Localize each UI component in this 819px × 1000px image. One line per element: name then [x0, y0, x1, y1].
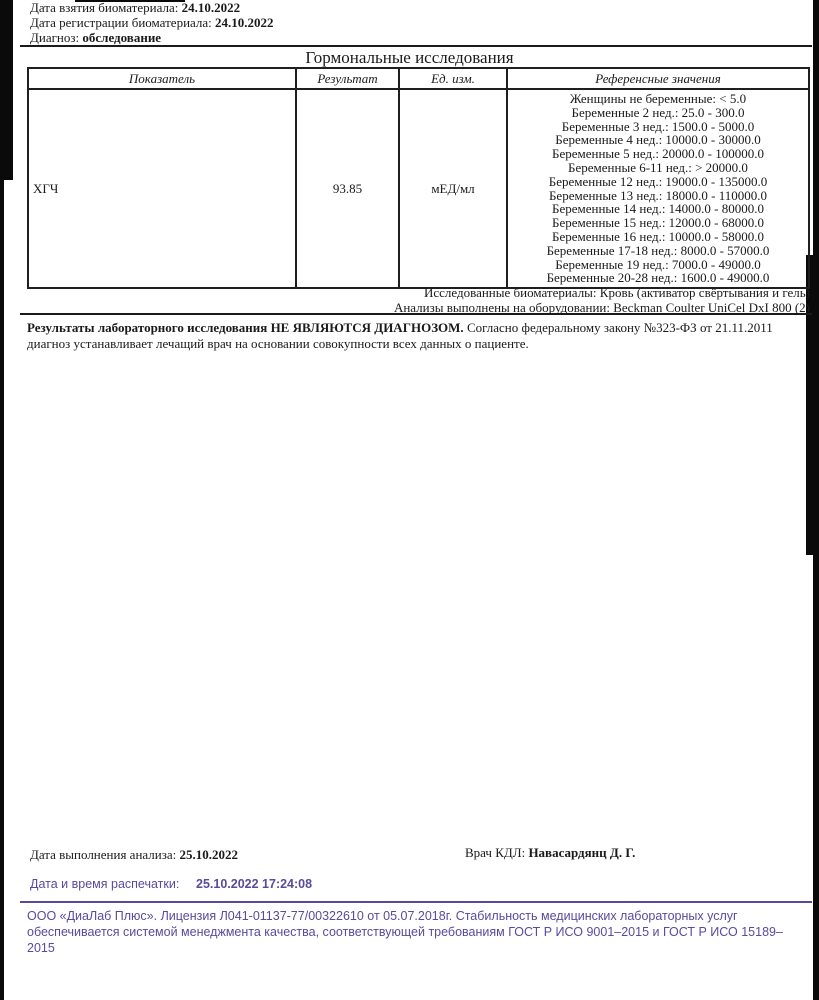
result-cell: 93.85: [297, 90, 400, 287]
reference-value-line: Беременные 14 нед.: 14000.0 - 80000.0: [551, 201, 765, 217]
print-datetime-label: Дата и время распечатки:: [30, 877, 180, 891]
reference-value-line: Беременные 16 нед.: 10000.0 - 58000.0: [551, 228, 765, 244]
section-title: Гормональные исследования: [305, 48, 514, 67]
reference-value-line: Беременные 20-28 нед.: 1600.0 - 49000.0: [546, 270, 770, 286]
reference-values-list: [508, 90, 808, 287]
disclaimer-rest-text: Согласно федеральному закону №323-ФЗ от 21.11.2011 диагноз устанавливает лечащий врач на основании совокупности всех данных о пациенте.: [27, 320, 773, 351]
footer-line-2: обеспечивается системой менеджмента качества, соответствующей требованиям ГОСТ Р ИСО 9001–2015 и ГОСТ Р ИСО 15189–2015: [27, 925, 783, 955]
biomaterial-registration-date-label: Дата регистрации биоматериала:: [30, 15, 212, 30]
diagnosis-value: обследование: [82, 30, 162, 45]
report-header: [30, 0, 274, 45]
reference-value-line: Беременные 3 нед.: 1500.0 - 5000.0: [561, 118, 755, 134]
doctor-value: Навасардянц Д. Г.: [528, 845, 636, 860]
reference-value-line: Беременные 12 нед.: 19000.0 - 135000.0: [548, 173, 768, 189]
table-row: [29, 90, 808, 287]
unit-cell: мЕД/мл: [400, 90, 508, 287]
biomaterial-registration-date-row: [30, 15, 274, 30]
table-notes: [394, 286, 810, 315]
analysis-date-label: Дата выполнения анализа:: [30, 847, 177, 862]
doctor-row: [465, 845, 635, 861]
results-table: [27, 67, 810, 289]
column-header-result: Результат: [297, 69, 400, 88]
reference-value-line: Беременные 19 нед.: 7000.0 - 49000.0: [555, 256, 761, 272]
scan-artifact-left-edge: [0, 0, 4, 1000]
reference-value-line: Беременные 4 нед.: 10000.0 - 30000.0: [555, 132, 761, 148]
disclaimer-bold-text: Результаты лабораторного исследования НЕ ЯВЛЯЮТСЯ ДИАГНОЗОМ.: [27, 320, 464, 335]
indicator-cell: ХГЧ: [29, 90, 297, 287]
column-header-unit: Ед. изм.: [400, 69, 508, 88]
disclaimer-paragraph: [27, 320, 809, 351]
reference-value-line: Женщины не беременные: < 5.0: [569, 91, 747, 106]
reference-value-line: Беременные 17-18 нед.: 8000.0 - 57000.0: [546, 242, 770, 258]
notes-divider: [20, 313, 812, 315]
header-divider: [20, 45, 812, 47]
footer-line-1: ООО «ДиаЛаб Плюс». Лицензия Л041-01137-77/00322610 от 05.07.2018г. Стабильность медицинских лабораторных услуг: [27, 909, 738, 923]
reference-value-line: Беременные 15 нед.: 12000.0 - 68000.0: [551, 215, 765, 231]
column-header-indicator: Показатель: [29, 69, 297, 88]
doctor-label: Врач КДЛ:: [465, 845, 526, 860]
biomaterial-registration-date-value: 24.10.2022: [215, 15, 274, 30]
biomaterial-collection-date-row: [30, 0, 274, 15]
reference-value-line: Беременные 6-11 нед.: > 20000.0: [568, 159, 748, 175]
diagnosis-row: [30, 30, 274, 45]
biomaterials-note: Исследованные биоматериалы: Кровь (активатор свёртывания и гель): [423, 285, 810, 300]
print-datetime-value: 25.10.2022 17:24:08: [196, 877, 313, 891]
table-header-row: [29, 69, 808, 90]
biomaterial-collection-date-value: 24.10.2022: [181, 0, 241, 15]
biomaterial-collection-date-label: Дата взятия биоматериала:: [30, 0, 179, 15]
analysis-date-value: 25.10.2022: [179, 847, 238, 862]
analysis-date-row: [30, 847, 238, 863]
reference-value-line: Беременные 2 нед.: 25.0 - 300.0: [571, 104, 745, 120]
equipment-note: Анализы выполнены на оборудовании: Beckman Coulter UniCel DxI 800 (2): [393, 299, 810, 315]
diagnosis-label: Диагноз:: [30, 30, 80, 45]
column-header-reference: Референсные значения: [595, 70, 721, 86]
footer-text: [27, 908, 797, 956]
reference-value-line: Беременные 13 нед.: 18000.0 - 110000.0: [548, 187, 768, 203]
footer-divider: [20, 901, 812, 903]
reference-value-line: Беременные 5 нед.: 20000.0 - 100000.0: [551, 146, 765, 162]
